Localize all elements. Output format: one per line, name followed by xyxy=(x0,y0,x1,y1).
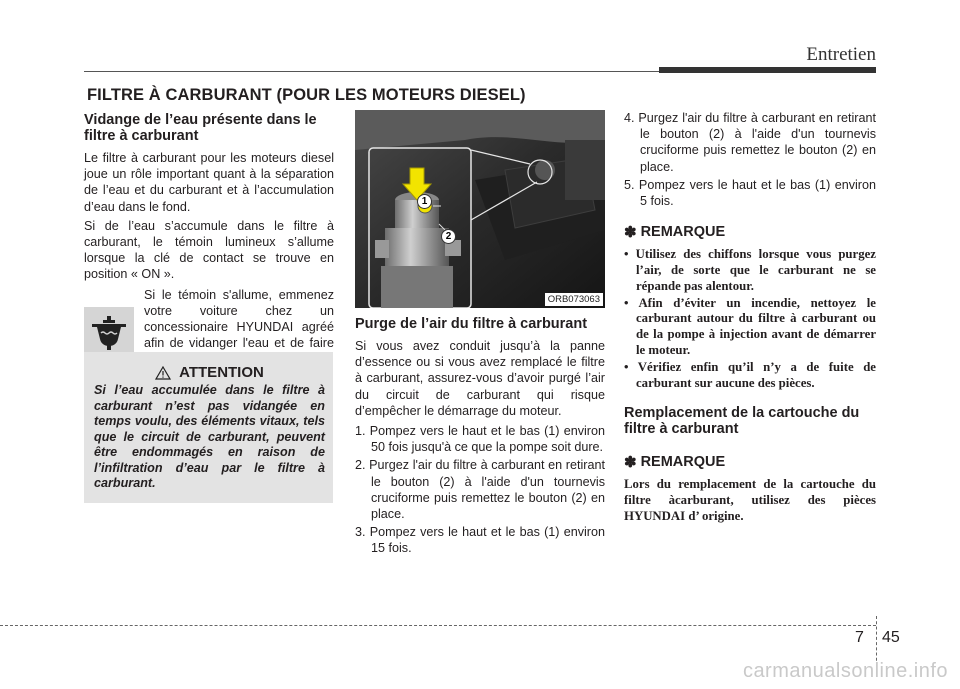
remark-item: • Vérifiez enfin qu’il n’y a de fuite de carburant sur aucune des pièces. xyxy=(624,359,876,390)
warning-triangle-icon xyxy=(155,366,171,380)
footer-divider xyxy=(876,616,877,666)
paragraph: Le filtre à carburant pour les moteurs diesel joue un rôle important quant à la séparation de l’eau et du carburant et à l’accumulation d’eau dans le fond. xyxy=(84,151,334,214)
attention-text: Si l’eau accumulée dans le filtre à carburant n’est pas vidangée en temps voulu, des éléments vitaux, tels que le circuit de carburant, peuvent être endommagés en raison de l’infiltration d’eau par le filtre à carburant. xyxy=(94,383,325,490)
remark-title: REMARQUE xyxy=(640,454,726,471)
remark-heading xyxy=(624,453,876,471)
step-item: 5. Pompez vers le haut et le bas (1) environ 5 fois. xyxy=(624,177,876,209)
header-rule xyxy=(84,71,659,72)
header-rule-thick xyxy=(659,67,876,73)
page-number: 45 xyxy=(882,629,900,646)
callout-1: 1 xyxy=(417,194,432,209)
remark-title: REMARQUE xyxy=(640,224,726,241)
column-left xyxy=(84,112,334,368)
remark-text: Lors du remplacement de la cartouche du filtre àcarburant, utilisez des pièces HYUNDAI d’ origine. xyxy=(624,477,876,523)
chapter-number: 7 xyxy=(855,629,864,646)
attention-box xyxy=(84,352,333,503)
fuel-filter-photo xyxy=(355,110,605,308)
remark-item: • Utilisez des chiffons lorsque vous purgez l’air, de sorte que le carburant ne se répande pas alentour. xyxy=(624,247,876,293)
running-header: Entretien xyxy=(806,44,876,65)
remark-item: • Afin d’éviter un incendie, nettoyez le carburant autour du filtre à carburant ou de la pompe à injection avant de démarrer le moteur. xyxy=(624,295,876,357)
step-item: 2. Purgez l'air du filtre à carburant en retirant le bouton (2) à l'aide d'un tournevis cruciforme puis remettez le bouton (2) en place. xyxy=(355,458,605,522)
step-item: 4. Purgez l'air du filtre à carburant en retirant le bouton (2) à l'aide d'un tournevis cruciforme puis remettez le bouton (2) en place. xyxy=(624,111,876,174)
attention-heading xyxy=(94,364,325,381)
callout-2: 2 xyxy=(441,229,456,244)
steps-list xyxy=(355,423,605,557)
subheading-water-drain: Vidange de l’eau présente dans le filtre à carburant xyxy=(84,112,317,144)
page-title: FILTRE À CARBURANT (POUR LES MOTEURS DIESEL) xyxy=(87,86,526,104)
photo-code: ORB073063 xyxy=(545,293,603,306)
watermark: carmanualsonline.info xyxy=(742,660,948,682)
column-middle xyxy=(355,110,605,559)
engine-bay-illustration xyxy=(355,110,605,308)
steps-list xyxy=(624,110,876,209)
footer-rule xyxy=(0,625,876,626)
remark-list xyxy=(624,247,876,391)
attention-title: ATTENTION xyxy=(179,364,264,381)
column-right xyxy=(624,110,876,525)
step-item: 3. Pompez vers le haut et le bas (1) environ 15 fois. xyxy=(355,525,605,556)
asterisk-icon: ✽ xyxy=(624,224,637,242)
paragraph: Si de l’eau s’accumule dans le filtre à carburant, le témoin lumineux s’allume lorsque la clé de contact se trouve en position « ON ». xyxy=(84,218,334,282)
step-item: 1. Pompez vers le haut et le bas (1) environ 50 fois jusqu'à ce que la pompe soit dure. xyxy=(355,424,605,455)
paragraph: Si vous avez conduit jusqu’à la panne d’essence ou si vous avez remplacé le filtre à carburant, assurez-vous d’avoir purgé l’air du circuit de carburant qui risque d’empêcher le démarrage du moteur. xyxy=(355,339,605,418)
subheading-air-bleed: Purge de l’air du filtre à carburant xyxy=(355,316,588,332)
asterisk-icon: ✽ xyxy=(624,454,637,472)
paragraph: Si le témoin s'allume, emmenez votre voiture chez un concessionaire HYUNDAI agréé afin de vidanger l'eau et de faire xyxy=(144,287,334,351)
subheading-cartridge: Remplacement de la cartouche du filtre à carburant xyxy=(624,405,860,438)
water-in-fuel-warning-icon xyxy=(84,307,134,357)
remark-heading xyxy=(624,223,876,241)
